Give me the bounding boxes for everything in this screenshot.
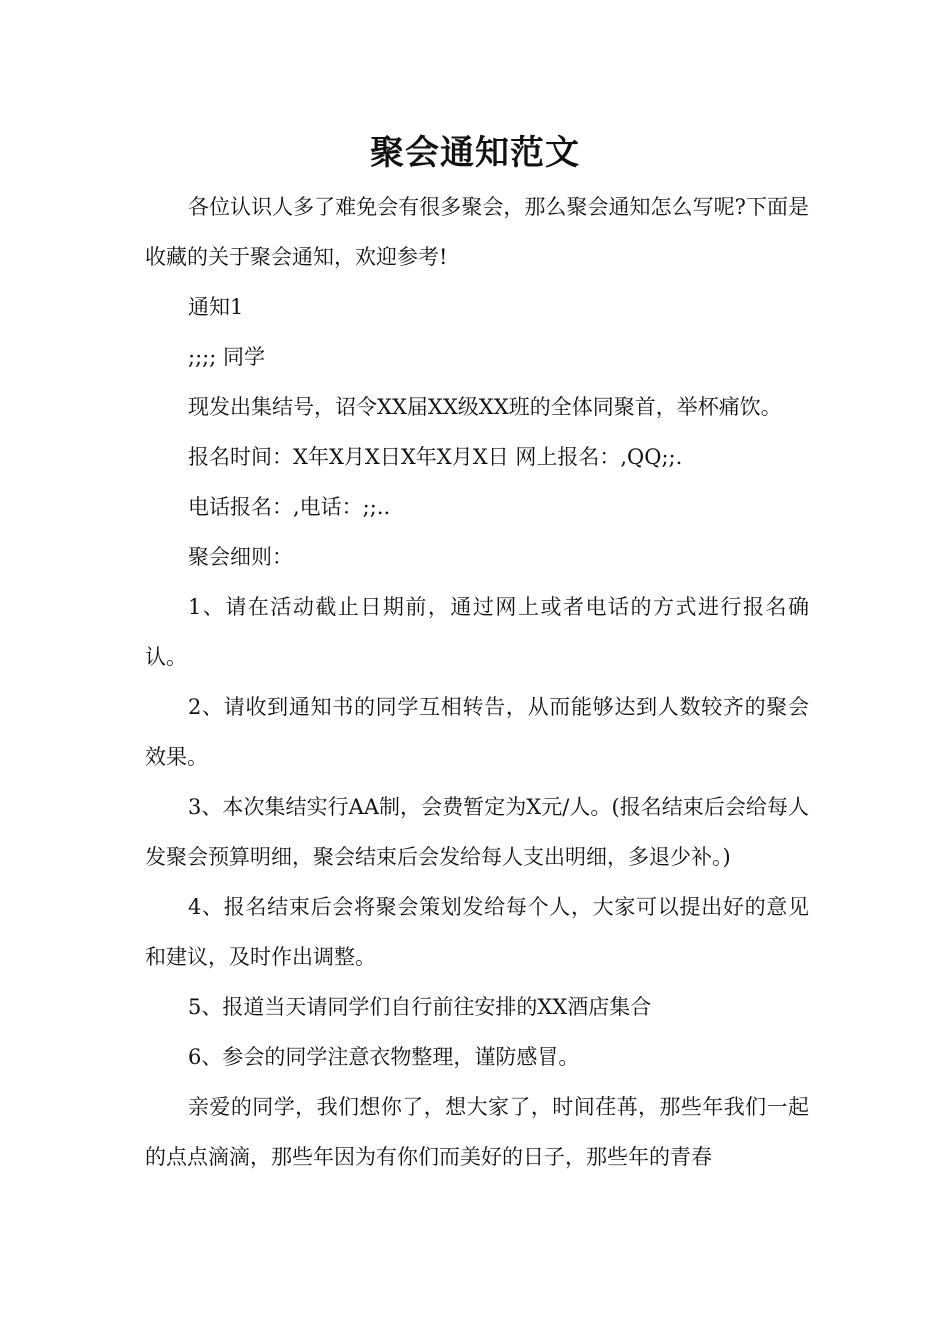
paragraph-rules-heading: 聚会细则： xyxy=(188,545,293,569)
paragraph-closing: 亲爱的同学，我们想你了，想大家了，时间荏苒，那些年我们一起的点点滴滴，那些年因为有你们而美好的日子，那些年的青春 xyxy=(145,1095,809,1169)
paragraph-rule-2: 2、请收到通知书的同学互相转告，从而能够达到人数较齐的聚会效果。 xyxy=(145,695,809,769)
paragraph-rule-4: 4、报名结束后会将聚会策划发给每个人，大家可以提出好的意见和建议，及时作出调整。 xyxy=(145,895,809,969)
paragraph-registration-time: 报名时间：X年X月X日X年X月X日 网上报名：,QQ;;. xyxy=(188,445,683,469)
paragraph-notice-heading: 通知1 xyxy=(188,295,244,319)
paragraph-intro: 各位认识人多了难免会有很多聚会，那么聚会通知怎么写呢?下面是收藏的关于聚会通知，欢迎参考! xyxy=(145,195,809,269)
paragraph-phone-registration: 电话报名：,电话：;;.. xyxy=(188,495,391,519)
paragraph-rule-6: 6、参会的同学注意衣物整理，谨防感冒。 xyxy=(188,1045,580,1069)
paragraph-salutation: ;;;; 同学 xyxy=(188,345,265,369)
paragraph-rule-3: 3、本次集结实行AA制，会费暂定为X元/人。(报名结束后会给每人发聚会预算明细，聚会结束后会发给每人支出明细，多退少补。) xyxy=(145,795,809,869)
document-body xyxy=(145,182,809,1182)
paragraph-call: 现发出集结号，诏令XX届XX级XX班的全体同聚首，举杯痛饮。 xyxy=(188,395,782,419)
paragraph-rule-1: 1、请在活动截止日期前，通过网上或者电话的方式进行报名确认。 xyxy=(145,595,809,669)
paragraph-rule-5: 5、报道当天请同学们自行前往安排的XX酒店集合 xyxy=(188,995,652,1019)
document-title: 聚会通知范文 xyxy=(370,133,580,173)
